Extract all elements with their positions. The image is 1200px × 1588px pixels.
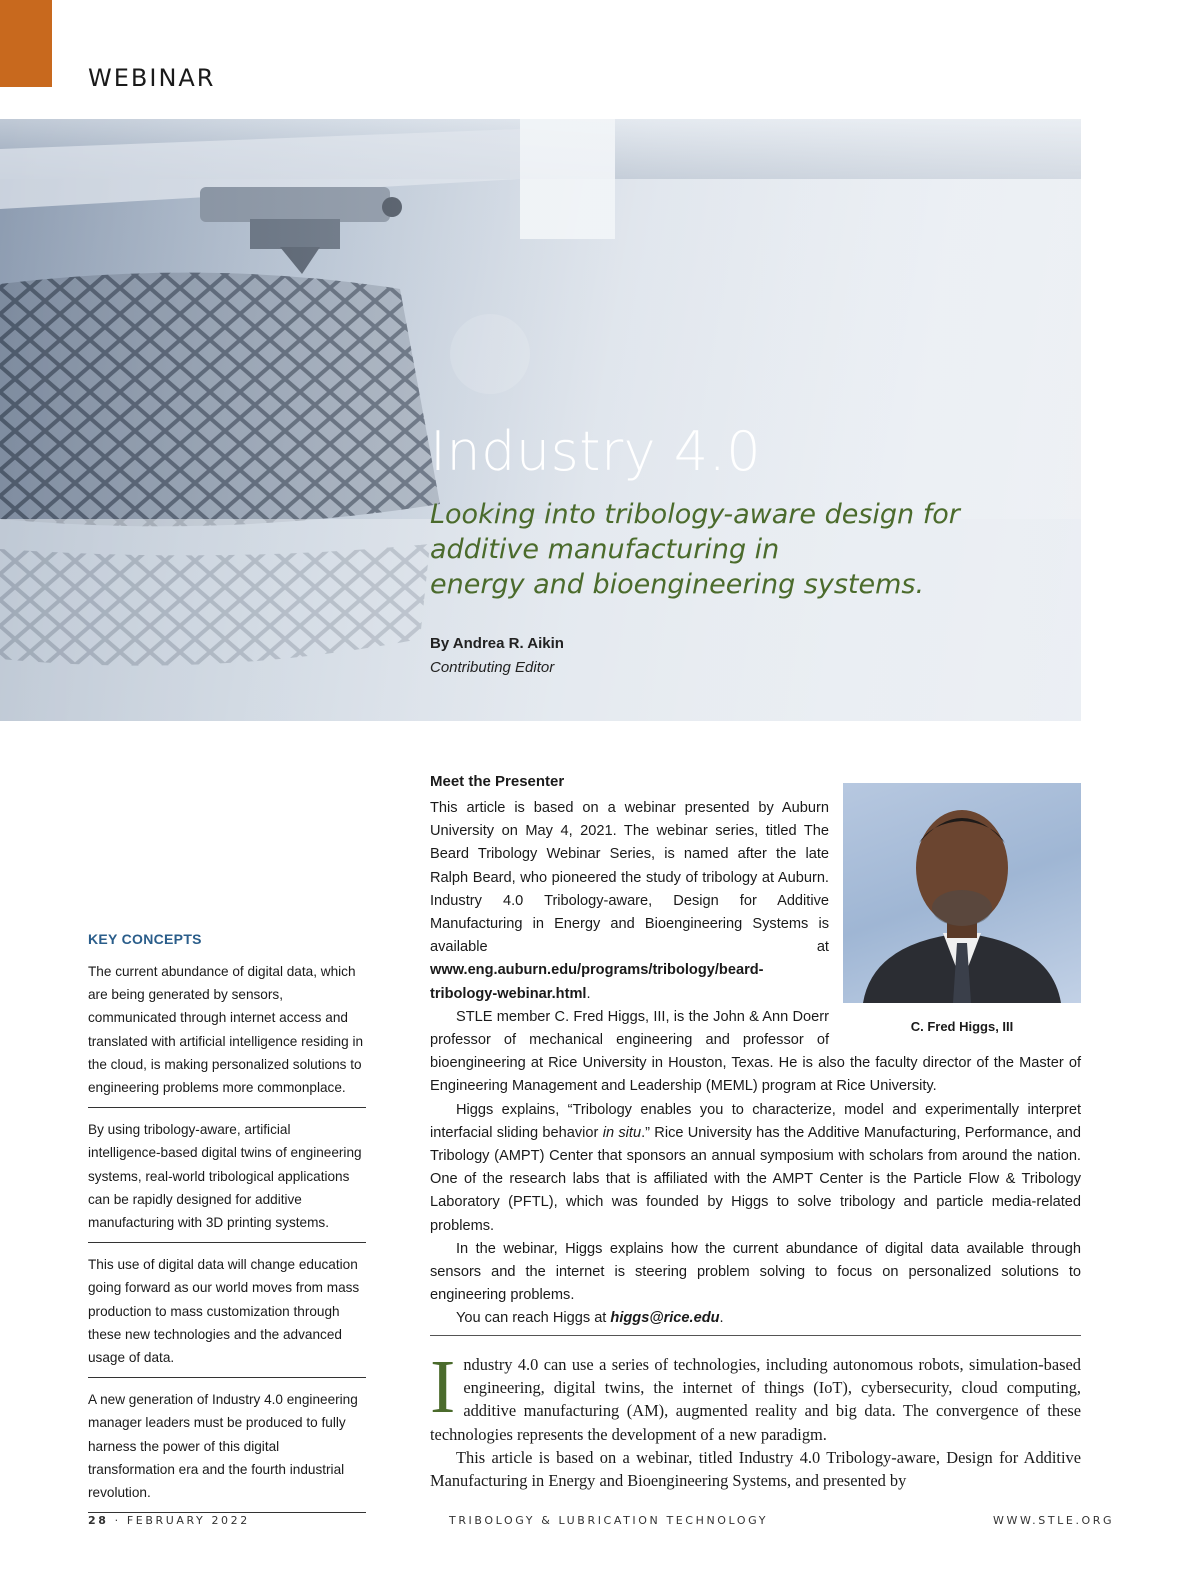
- footer-page-info: [88, 1514, 250, 1527]
- presenter-text: .: [586, 985, 591, 1002]
- corner-color-tab: [0, 0, 52, 87]
- key-concepts-list: [88, 960, 366, 1523]
- article-body: [430, 1345, 1081, 1492]
- section-divider: [430, 1335, 1081, 1336]
- section-label: WEBINAR: [88, 64, 216, 92]
- presenter-photo-block: [843, 783, 1081, 1041]
- presenter-text: You can reach Higgs at: [456, 1310, 611, 1327]
- footer-publication: TRIBOLOGY & LUBRICATION TECHNOLOGY: [449, 1514, 769, 1527]
- presenter-text: .” Rice University has the Additive Manufacturing, Performance, and Tribology (AMPT) Center that sponsors an annual symposium with scholars from around the nation. One of the research labs that is affiliated with the AMPT Center is the Particle Flow & Tribology Laboratory (PFTL), which was founded by Higgs to solve tribology and particle media-related problems.: [430, 1124, 1082, 1234]
- drop-cap: I: [430, 1345, 456, 1429]
- author-role: Contributing Editor: [430, 659, 555, 676]
- page-number: 28: [88, 1514, 109, 1527]
- article-title: Industry 4.0: [430, 420, 762, 483]
- article-paragraph: This article is based on a webinar, titled Industry 4.0 Tribology-aware, Design for Additive Manufacturing in Energy and Bioengineering Systems, and presented by: [430, 1447, 1081, 1491]
- key-concept-item: The current abundance of digital data, which are being generated by sensors, communicated through internet access and translated with artificial intelligence residing in the cloud, is making personalized solutions to engineering problems more commonplace.: [88, 960, 366, 1108]
- presenter-paragraph: [430, 1307, 1081, 1330]
- key-concept-item: By using tribology-aware, artificial intelligence-based digital twins of engineering systems, real-world tribological applications can be rapidly designed for additive manufacturing with 3D printing systems.: [88, 1118, 366, 1243]
- article-subtitle: Looking into tribology-aware design for additive manufacturing in energy and bioengineering systems.: [430, 499, 960, 600]
- author-byline: By Andrea R. Aikin: [430, 635, 564, 652]
- footer-separator: ·: [114, 1514, 121, 1527]
- presenter-text: Higgs explains, “Tribology enables you to characterize, model and experimentally interpret interfacial sliding behavior: [430, 1101, 1081, 1141]
- article-paragraph: [430, 1345, 1081, 1446]
- presenter-paragraph: [430, 1099, 1081, 1238]
- webinar-link[interactable]: www.eng.auburn.edu/programs/tribology/beard-tribology-webinar.html: [430, 962, 764, 1002]
- presenter-heading: Meet the Presenter: [430, 773, 565, 790]
- presenter-photo-caption: C. Fred Higgs, III: [910, 1019, 1014, 1034]
- article-text: ndustry 4.0 can use a series of technologies, including autonomous robots, simulation-based engineering, digital twins, the internet of things (IoT), cybersecurity, cloud computing, additive manufacturing (AM), augmented reality and big data. The convergence of these technologies represents the development of a new paradigm.: [430, 1355, 1081, 1444]
- hero-image: [0, 119, 1081, 721]
- presenter-photo: [843, 783, 1081, 1003]
- presenter-paragraph: In the webinar, Higgs explains how the current abundance of digital data available through sensors and the internet is steering problem solving to focus on personalized solutions to engineering problems.: [430, 1240, 1081, 1304]
- presenter-paragraph: STLE member C. Fred Higgs, III, is the John & Ann Doerr professor of mechanical engineering and professor of bioengineering at Rice University in Houston, Texas. He is also the faculty director of the Master of Engineering Management and Leadership (MEML) program at Rice University.: [430, 1008, 1081, 1095]
- key-concepts-heading: KEY CONCEPTS: [88, 931, 202, 947]
- email-link[interactable]: higgs@rice.edu: [610, 1310, 720, 1327]
- presenter-text: .: [719, 1310, 724, 1327]
- presenter-text-italic: in situ: [602, 1124, 642, 1141]
- presenter-section: [430, 797, 1081, 1331]
- key-concept-item: A new generation of Industry 4.0 engineering manager leaders must be produced to fully harness the power of this digital transformation era and the fourth industrial revolution.: [88, 1388, 366, 1513]
- presenter-text: This article is based on a webinar presented by Auburn University on May 4, 2021. The webinar series, titled The Beard Tribology Webinar Series, is named after the late Ralph Beard, who pioneered the study of tribology at Auburn. Industry 4.0 Tribology-aware, Design for Additive Manufacturing in Energy and Bioengineering Systems is available at: [430, 800, 829, 956]
- key-concept-item: This use of digital data will change education going forward as our world moves from mass production to mass customization through these new technologies and the advanced usage of data.: [88, 1253, 366, 1378]
- footer-website[interactable]: WWW.STLE.ORG: [993, 1514, 1115, 1527]
- footer-date: FEBRUARY 2022: [126, 1514, 250, 1527]
